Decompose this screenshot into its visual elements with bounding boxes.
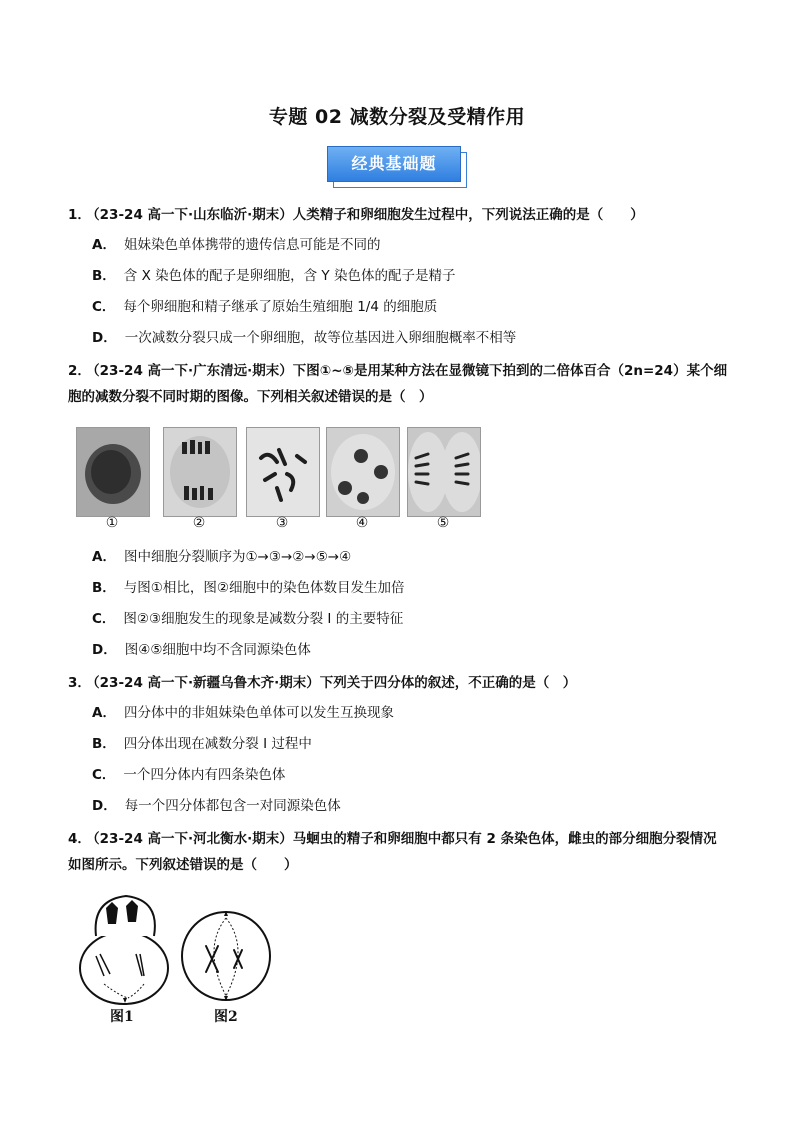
cell-division-drawing: [74, 888, 284, 1006]
section-badge: [327, 146, 465, 186]
question-stem: 人类精子和卵细胞发生过程中，下列说法正确的是（ ）: [292, 207, 644, 223]
option-2a: A． 图中细胞分裂顺序为①→③→②→⑤→④: [92, 549, 352, 565]
question-source: （23-24 高一下·山东临沂·期末）: [92, 207, 293, 223]
option-1d: D． 一次减数分裂只成一个卵细胞，故等位基因进入卵细胞概率不相等: [92, 330, 517, 346]
micrograph-3: [246, 427, 320, 517]
option-1c: C． 每个卵细胞和精子继承了原始生殖细胞 1/4 的细胞质: [92, 299, 438, 315]
figure-1-caption: 图1: [110, 1009, 134, 1025]
micrograph-4: [326, 427, 400, 517]
micrograph-5: [407, 427, 481, 517]
page-title: 专题 02 减数分裂及受精作用: [268, 106, 526, 128]
question-4: 4． （23-24 高一下·河北衡水·期末）马蛔虫的精子和卵细胞中都只有 2 条染色体，雌虫的部分细胞分裂情况 如图所示。下列叙述错误的是（ ）: [68, 831, 717, 873]
micrograph-label-1: ①: [105, 515, 119, 531]
option-1b: B． 含 X 染色体的配子是卵细胞，含 Y 染色体的配子是精子: [92, 268, 456, 284]
micrograph-2: [163, 427, 237, 517]
micrograph-label-4: ④: [355, 515, 369, 531]
micrograph-label-3: ③: [275, 515, 289, 531]
micrograph-label-5: ⑤: [436, 515, 450, 531]
question-1: [68, 202, 728, 228]
option-2b: B． 与图①相比，图②细胞中的染色体数目发生加倍: [92, 580, 405, 596]
option-3c: C． 一个四分体内有四条染色体: [92, 767, 286, 783]
option-1a: A． 姐妹染色单体携带的遗传信息可能是不同的: [92, 237, 381, 253]
option-2d: D． 图④⑤细胞中均不含同源染色体: [92, 642, 311, 658]
micrograph-strip: [76, 427, 480, 517]
option-3b: B． 四分体出现在减数分裂 I 过程中: [92, 736, 312, 752]
badge-label: 经典基础题: [327, 146, 461, 182]
cell-division-figure: [74, 888, 284, 1034]
question-2: 2． （23-24 高一下·广东清远·期末）下图①~⑤是用某种方法在显微镜下拍到的二倍体百合（2n=24）某个细 胞的减数分裂不同时期的图像。下列相关叙述错误的是（ ）: [68, 363, 728, 405]
option-3d: D． 每一个四分体都包含一对同源染色体: [92, 798, 341, 814]
option-3a: A． 四分体中的非姐妹染色单体可以发生互换现象: [92, 705, 394, 721]
micrograph-1: [76, 427, 150, 517]
question-number: 1．: [68, 207, 91, 223]
question-3: 3． （23-24 高一下·新疆乌鲁木齐·期末）下列关于四分体的叙述，不正确的是（ ）: [68, 675, 577, 691]
micrograph-label-2: ②: [192, 515, 206, 531]
option-2c: C． 图②③细胞发生的现象是减数分裂 I 的主要特征: [92, 611, 404, 627]
figure-2-caption: 图2: [214, 1009, 238, 1025]
